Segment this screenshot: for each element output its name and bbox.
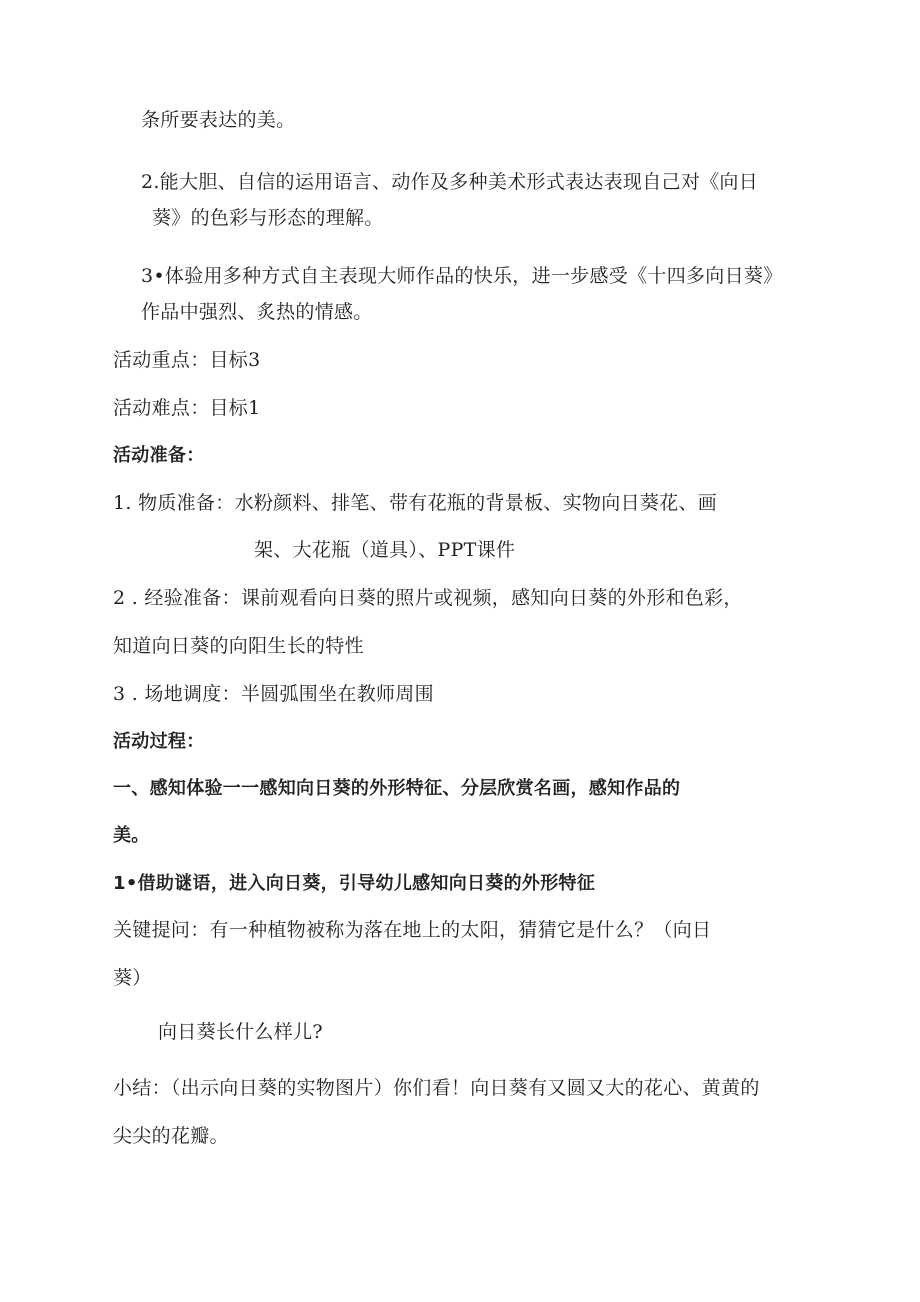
prep-item-2-line-2: 知道向日葵的向阳生长的特性 (113, 635, 364, 657)
key-point: 活动重点：目标3 (113, 349, 261, 371)
part-1-heading-line-2: 美。 (113, 825, 150, 846)
summary-line-1: 小结：（出示向日葵的实物图片）你们看！向日葵有又圆又大的花心、黄黄的 (113, 1077, 760, 1099)
prep-item-1-line-1: 1. 物质准备：水粉颜料、排笔、带有花瓶的背景板、实物向日葵花、画 (113, 492, 718, 514)
goal-3-line-1: 3•体验用多种方式自主表现大师作品的快乐，进一步感受《十四多向日葵》 (141, 265, 783, 287)
goal-3-line-2: 作品中强烈、炙热的情感。 (141, 301, 373, 323)
prep-item-1-line-2: 架、大花瓶（道具）、PPT课件 (254, 539, 516, 561)
prep-item-2-line-1: 2 . 经验准备：课前观看向日葵的照片或视频，感知向日葵的外形和色彩， (113, 587, 743, 609)
prep-item-3: 3 . 场地调度：半圆弧围坐在教师周围 (113, 683, 434, 705)
goal-1-continuation: 条所要表达的美。 (141, 109, 296, 131)
summary-line-2: 尖尖的花瓣。 (113, 1125, 229, 1147)
goal-2-line-2: 葵》的色彩与形态的理解。 (152, 207, 384, 229)
part-1-heading-line-1: 一、感知体验一一感知向日葵的外形特征、分层欣赏名画，感知作品的 (113, 778, 681, 799)
difficulty-point: 活动难点：目标1 (113, 397, 261, 419)
preparation-heading: 活动准备： (113, 445, 205, 466)
process-heading: 活动过程： (113, 731, 205, 752)
follow-up-question: 向日葵长什么样儿? (158, 1021, 323, 1043)
key-question-line-2: 葵） (113, 967, 152, 989)
goal-2-line-1: 2.能大胆、自信的运用语言、动作及多种美术形式表达表现自己对《向日 (141, 171, 759, 193)
key-question-line-1: 关键提问：有一种植物被称为落在地上的太阳，猜猜它是什么？（向日 (113, 919, 712, 941)
step-1-heading: 1•借助谜语，进入向日葵，引导幼儿感知向日葵的外形特征 (113, 873, 596, 894)
